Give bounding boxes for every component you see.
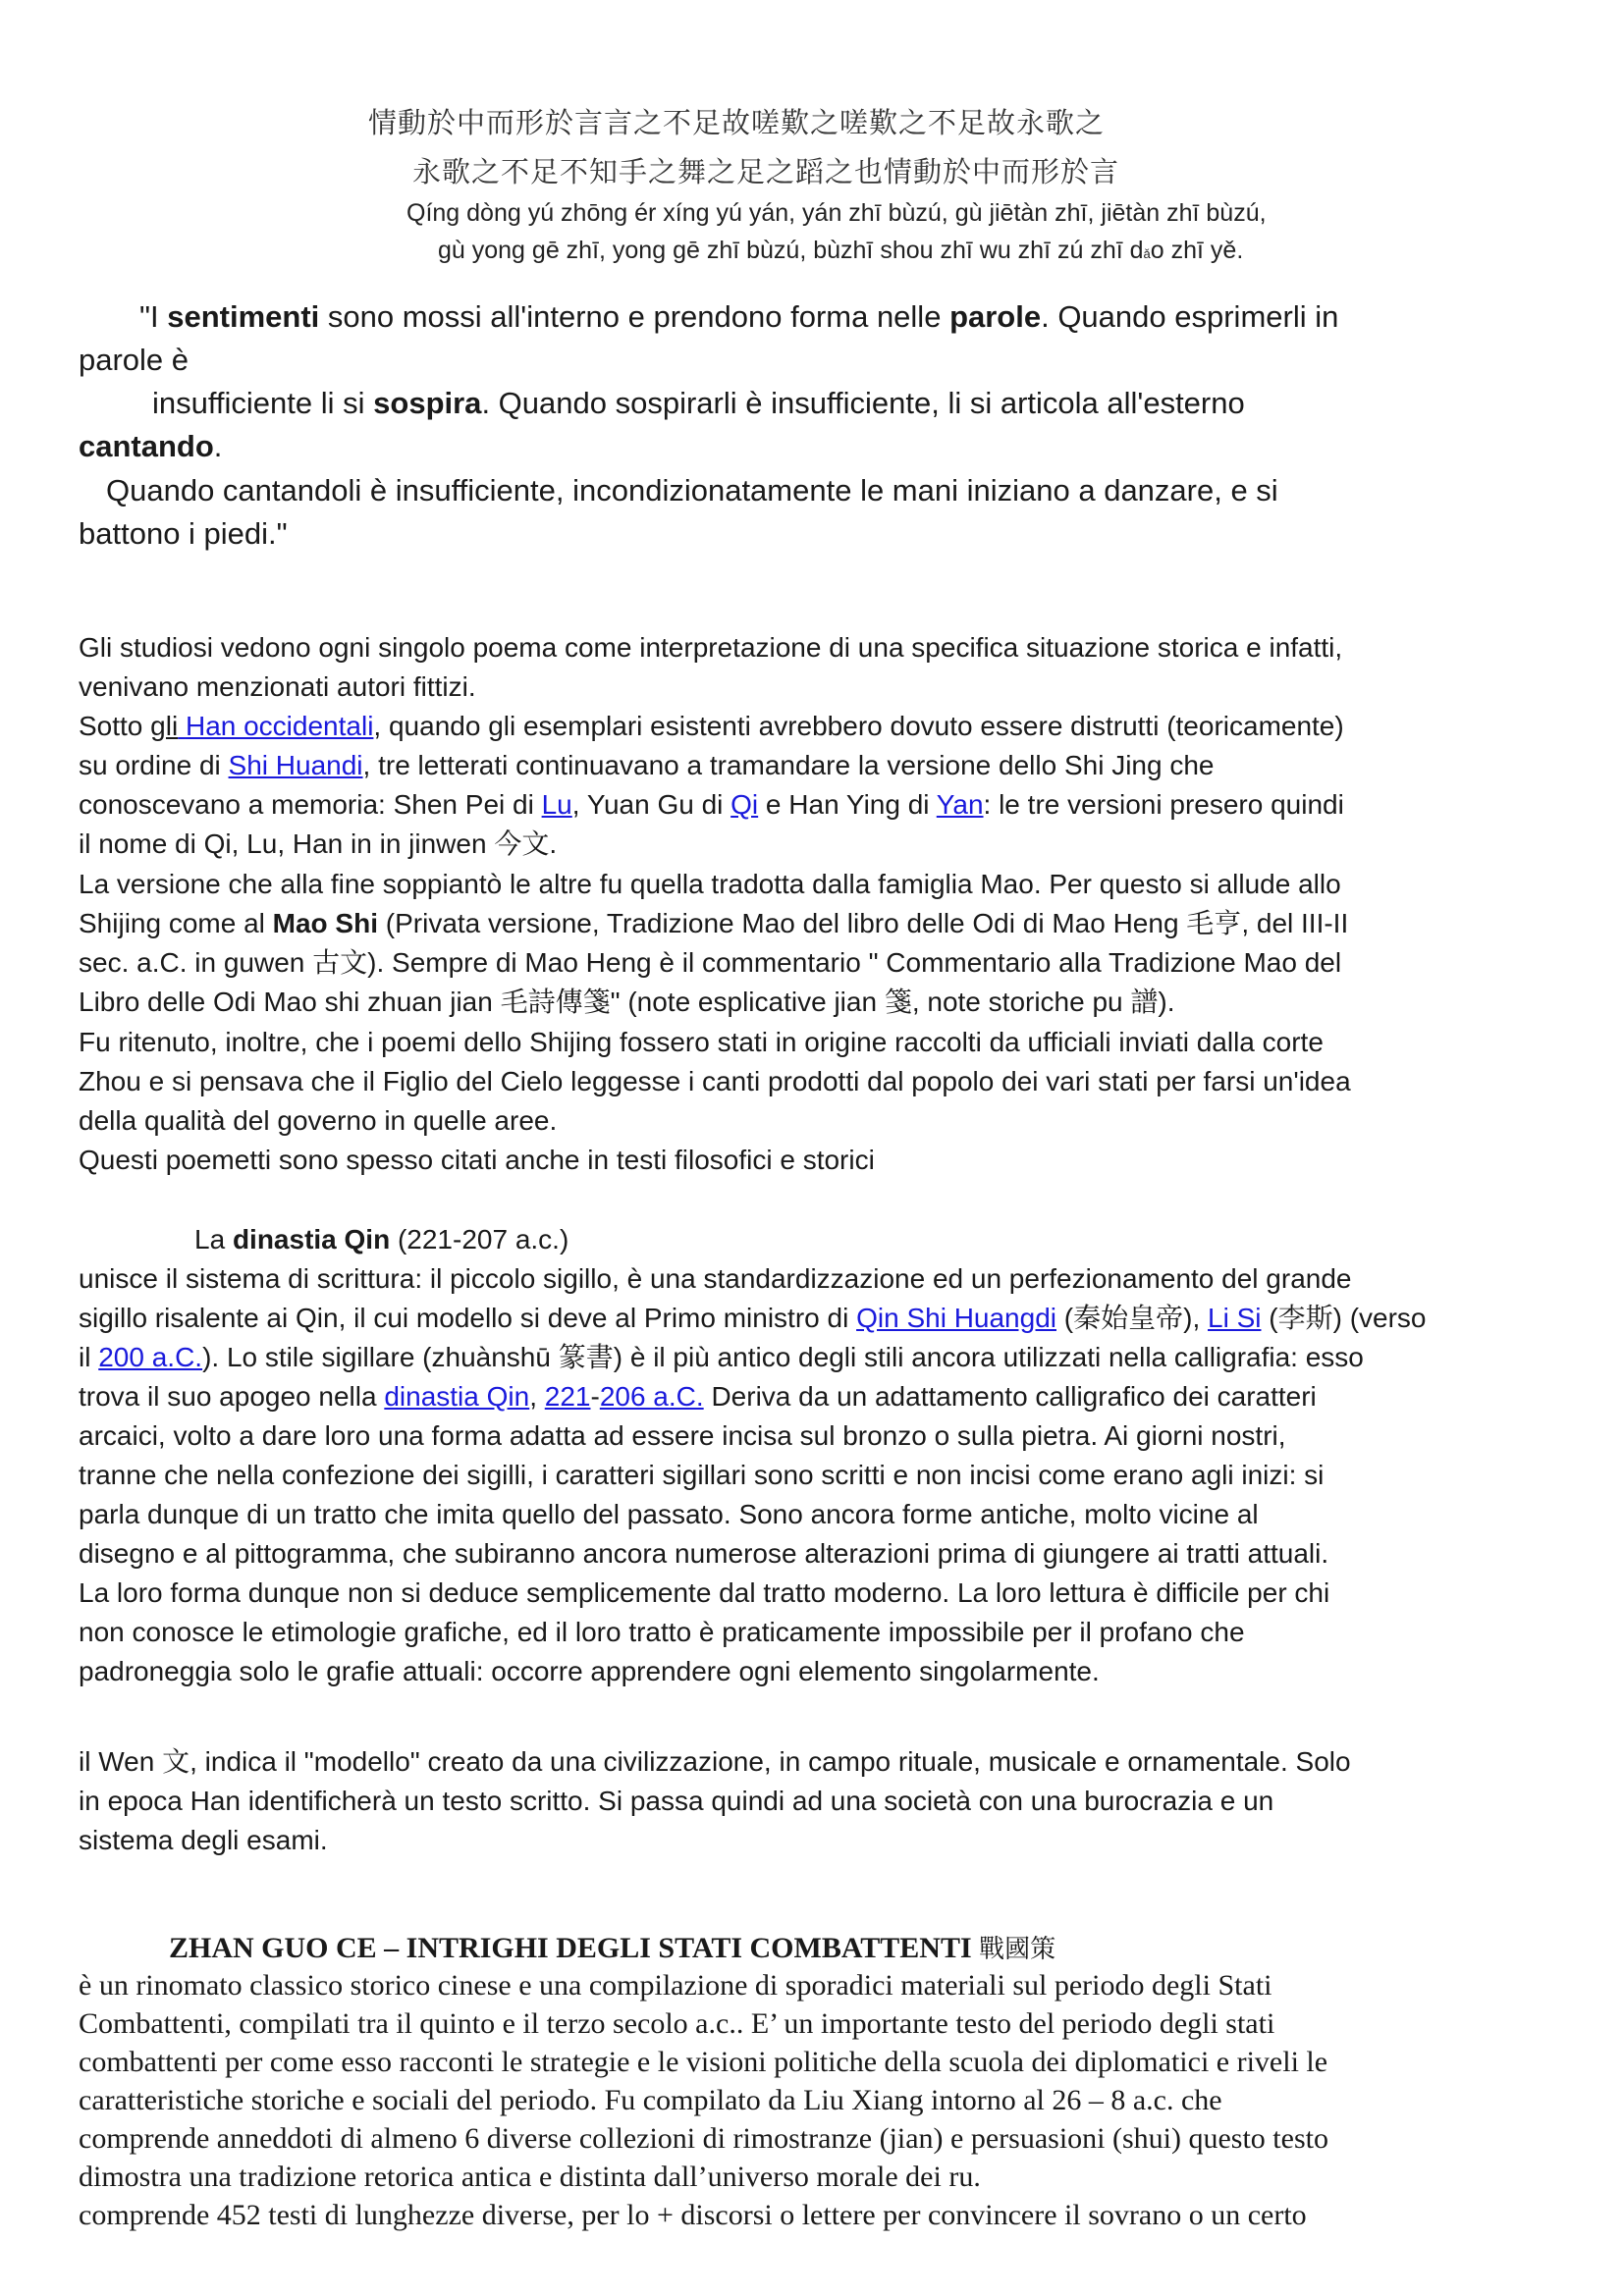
zhanguo-line: comprende anneddoti di almeno 6 diverse collezioni di rimostranze (jian) e persuasioni (shui) questo testo	[79, 2122, 1328, 2155]
link-221[interactable]: 221	[544, 1381, 591, 1412]
pinyin-line-2: gù yong gē zhī, yong gē zhī bùzú, bùzhī shou zhī wu zhī zú zhī dǎo zhī yě.	[438, 237, 1244, 264]
link-gli[interactable]: gli	[150, 711, 179, 741]
wen-line: in epoca Han identificherà un testo scritto. Si passa quindi ad una società con una burocrazia e un	[79, 1786, 1274, 1816]
qin-line: parla dunque di un tratto che imita quello del passato. Sono ancora forme antiche, molto vicine al	[79, 1499, 1259, 1529]
quote-line-5: Quando cantandoli è insufficiente, incondizionatamente le mani iniziano a danzare, e si	[106, 473, 1278, 507]
shijing-line: La versione che alla fine soppiantò le altre fu quella tradotta dalla famiglia Mao. Per questo si allude allo	[79, 869, 1341, 899]
shijing-line: venivano menzionati autori fittizi.	[79, 671, 476, 702]
qin-line: trova il suo apogeo nella dinastia Qin, 221-206 a.C. Deriva da un adattamento calligrafico dei caratteri	[79, 1381, 1317, 1412]
qin-line: padroneggia solo le grafie attuali: occorre apprendere ogni elemento singolarmente.	[79, 1656, 1100, 1686]
chinese-line-2: 永歌之不足不知手之舞之足之蹈之也情動於中而形於言	[412, 157, 1120, 188]
link-shi-huandi[interactable]: Shi Huandi	[228, 750, 363, 780]
shijing-line: Fu ritenuto, inoltre, che i poemi dello Shijing fossero stati in origine raccolti da ufficiali inviati dalla corte	[79, 1027, 1324, 1057]
link-qi[interactable]: Qi	[730, 789, 759, 820]
link-han-occidentali[interactable]: Han occidentali	[185, 711, 374, 741]
quote-line-1: "I sentimenti sono mossi all'interno e prendono forma nelle parole. Quando esprimerli in	[139, 299, 1339, 334]
shijing-line: conoscevano a memoria: Shen Pei di Lu, Yuan Gu di Qi e Han Ying di Yan: le tre versioni presero quindi	[79, 789, 1344, 820]
quote-line-2: parole è	[79, 343, 189, 377]
wen-line: sistema degli esami.	[79, 1825, 328, 1855]
chinese-line-1: 情動於中而形於言言之不足故嗟歎之嗟歎之不足故永歌之	[368, 108, 1106, 139]
qin-line: La loro forma dunque non si deduce semplicemente dal tratto moderno. La loro lettura è difficile per chi	[79, 1577, 1330, 1608]
shijing-line: su ordine di Shi Huandi, tre letterati continuavano a tramandare la versione dello Shi Jing che	[79, 750, 1215, 780]
quote-line-3: insufficiente li si sospira. Quando sospirarli è insufficiente, li si articola all'esterno	[152, 386, 1245, 420]
qin-line: non conosce le etimologie grafiche, ed il loro tratto è praticamente impossibile per il profano che	[79, 1617, 1245, 1647]
link-dinastia-qin[interactable]: dinastia Qin	[384, 1381, 530, 1412]
qin-line: il 200 a.C.). Lo stile sigillare (zhuànshū 篆書) è il più antico degli stili ancora utilizzati nella calligrafia: esso	[79, 1342, 1364, 1372]
link-yan[interactable]: Yan	[936, 789, 984, 820]
link-qin-shi-huangdi[interactable]: Qin Shi Huangdi	[856, 1303, 1056, 1333]
pinyin-line-1: Qíng dòng yú zhōng ér xíng yú yán, yán zhī bùzú, gù jiētàn zhī, jiētàn zhī bùzú,	[406, 199, 1267, 227]
shijing-line: Gli studiosi vedono ogni singolo poema come interpretazione di una specifica situazione storica e infatti,	[79, 632, 1343, 663]
zhanguo-line: dimostra una tradizione retorica antica e distinta dall’universo morale dei ru.	[79, 2161, 981, 2193]
qin-line: arcaici, volto a dare loro una forma adatta ad essere incisa sul bronzo o sulla pietra. Ai giorni nostri,	[79, 1420, 1286, 1451]
link-lu[interactable]: Lu	[541, 789, 572, 820]
qin-line: sigillo risalente ai Qin, il cui modello si deve al Primo ministro di Qin Shi Huangdi (秦始皇帝), Li Si (李斯) (verso	[79, 1303, 1427, 1333]
zhanguo-line: Combattenti, compilati tra il quinto e il terzo secolo a.c.. E’ un importante testo del periodo degli stati	[79, 2007, 1275, 2040]
zhanguo-heading: ZHAN GUO CE – INTRIGHI DEGLI STATI COMBATTENTI 戰國策	[169, 1932, 1056, 1964]
zhanguo-line: caratteristiche storiche e sociali del periodo. Fu compilato da Liu Xiang intorno al 26 – 8 a.c. che	[79, 2084, 1222, 2116]
shijing-line: Shijing come al Mao Shi (Privata versione, Tradizione Mao del libro delle Odi di Mao Heng 毛亨, del III-II	[79, 908, 1349, 938]
shijing-line: Sotto gli Han occidentali, quando gli esemplari esistenti avrebbero dovuto essere distrutti (teoricamente)	[79, 711, 1344, 741]
link-200-ac[interactable]: 200 a.C.	[98, 1342, 203, 1372]
shijing-line: Libro delle Odi Mao shi zhuan jian 毛詩傳箋" (note esplicative jian 箋, note storiche pu 譜).	[79, 987, 1175, 1017]
quote-line-4: cantando.	[79, 429, 223, 463]
shijing-line: sec. a.C. in guwen 古文). Sempre di Mao Heng è il commentario " Commentario alla Tradizione Mao del	[79, 947, 1342, 978]
qin-heading: La dinastia Qin (221-207 a.c.)	[194, 1224, 569, 1255]
wen-line: il Wen 文, indica il "modello" creato da una civilizzazione, in campo rituale, musicale e ornamentale. Solo	[79, 1746, 1351, 1777]
zhanguo-line: è un rinomato classico storico cinese e una compilazione di sporadici materiali sul periodo degli Stati	[79, 1969, 1272, 2002]
zhanguo-line: combattenti per come esso racconti le strategie e le visioni politiche della scuola dei diplomatici e riveli le	[79, 2046, 1328, 2078]
zhanguo-line: comprende 452 testi di lunghezze diverse, per lo + discorsi o lettere per convincere il sovrano o un certo	[79, 2199, 1307, 2231]
qin-line: unisce il sistema di scrittura: il piccolo sigillo, è una standardizzazione ed un perfezionamento del grande	[79, 1263, 1352, 1294]
shijing-line: Questi poemetti sono spesso citati anche in testi filosofici e storici	[79, 1145, 875, 1175]
quote-line-6: battono i piedi."	[79, 516, 288, 551]
link-li-si[interactable]: Li Si	[1208, 1303, 1262, 1333]
shijing-line: il nome di Qi, Lu, Han in in jinwen 今文.	[79, 828, 558, 859]
qin-line: disegno e al pittogramma, che subiranno ancora numerose alterazioni prima di giungere ai tratti attuali.	[79, 1538, 1329, 1569]
shijing-line: Zhou e si pensava che il Figlio del Cielo leggesse i canti prodotti dal popolo dei vari stati per farsi un'idea	[79, 1066, 1351, 1096]
qin-line: tranne che nella confezione dei sigilli, i caratteri sigillari sono scritti e non incisi come erano agli inizi: si	[79, 1460, 1325, 1490]
link-206-ac[interactable]: 206 a.C.	[599, 1381, 704, 1412]
shijing-line: della qualità del governo in quelle aree.	[79, 1105, 558, 1136]
